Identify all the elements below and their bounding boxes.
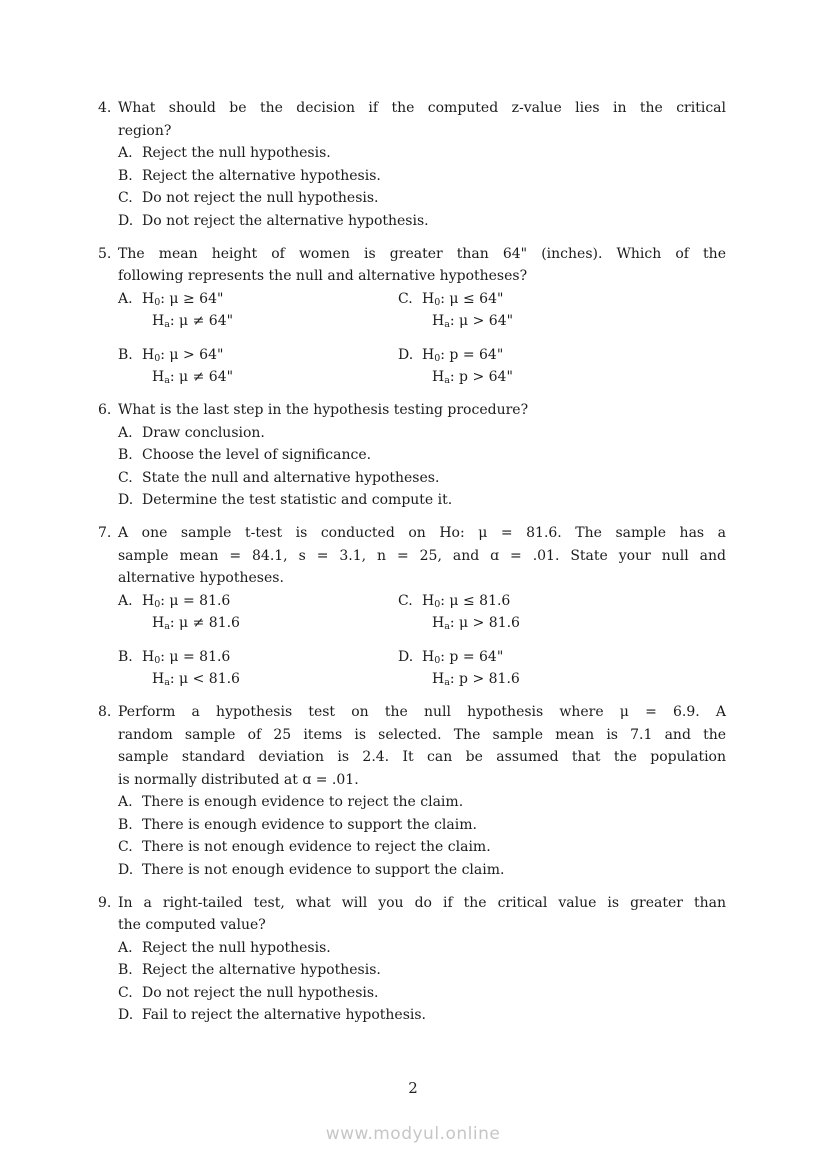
option-B	[118, 959, 726, 982]
option-A	[118, 791, 726, 814]
question-text-line: A one sample t-test is conducted on Ho: μ = 81.6. The sample has a	[118, 525, 726, 541]
options	[118, 288, 726, 389]
options	[118, 590, 726, 691]
option-letter: B.	[118, 447, 133, 463]
option-text: There is not enough evidence to reject the claim.	[142, 839, 491, 855]
option-text: Draw conclusion.	[142, 424, 265, 441]
option-letter: B.	[118, 962, 133, 978]
question-4	[98, 97, 726, 232]
question-6	[98, 399, 726, 512]
option-text: Fail to reject the alternative hypothesis.	[142, 1007, 426, 1023]
option-B	[118, 814, 726, 837]
option-B	[118, 646, 398, 691]
question-body	[118, 399, 726, 512]
question-number: 4.	[98, 100, 112, 116]
watermark-url: www.modyul.online	[325, 1124, 501, 1144]
option-C	[118, 187, 726, 210]
options	[118, 142, 726, 232]
option-text: Reject the alternative hypothesis.	[142, 962, 381, 978]
question-text-line: region?	[118, 122, 172, 139]
question-number: 5.	[98, 245, 112, 262]
question-text-line: random sample of 25 items is selected. The sample mean is 7.1 and the	[118, 726, 726, 743]
option-D	[118, 1004, 726, 1027]
question-text-line: Perform a hypothesis test on the null hypothesis where μ = 6.9. A	[118, 704, 726, 720]
options	[118, 937, 726, 1027]
hypothesis-line: $H_0$: μ = 81.6	[142, 648, 231, 666]
option-letter: A.	[118, 290, 133, 307]
hypothesis-line: $H_0$: μ ≤ 81.6	[422, 592, 511, 610]
option-text: Reject the alternative hypothesis.	[142, 167, 381, 184]
hypothesis-pair	[422, 288, 513, 333]
hypothesis-line: $H_a$: μ ≠ 81.6	[152, 615, 240, 632]
option-B	[118, 344, 398, 389]
question-body	[118, 892, 726, 1027]
options	[118, 422, 726, 512]
option-letter: D.	[398, 346, 414, 363]
hypothesis-line: $H_a$: μ > 64"	[432, 313, 514, 330]
question-text-line: is normally distributed at ɑ = .01.	[118, 771, 359, 788]
option-letter: C.	[118, 469, 133, 486]
option-text: Reject the null hypothesis.	[142, 939, 331, 956]
option-letter: C.	[118, 839, 133, 855]
option-letter: C.	[118, 984, 133, 1001]
question-text-line: the computed value?	[118, 917, 266, 933]
hypothesis-pair	[142, 344, 233, 389]
option-letter: C.	[118, 190, 133, 206]
question-body	[118, 701, 726, 881]
hypothesis-line: $H_0$: μ = 81.6	[142, 592, 231, 610]
option-C	[398, 590, 726, 635]
option-text: Reject the null hypothesis.	[142, 145, 331, 161]
option-letter: B.	[118, 346, 133, 363]
question-body	[118, 522, 726, 691]
option-D	[118, 859, 726, 882]
question-number: 8.	[98, 704, 112, 720]
question-text-line: What is the last step in the hypothesis testing procedure?	[118, 402, 529, 418]
option-letter: A.	[118, 145, 133, 161]
question-number: 7.	[98, 525, 112, 541]
option-letter: D.	[398, 648, 414, 665]
hypothesis-line: $H_0$: p = 64"	[422, 648, 504, 666]
question-text-line: In a right-tailed test, what will you do if the critical value is greater than	[118, 894, 726, 911]
option-D	[118, 210, 726, 233]
hypothesis-line: $H_a$: μ ≠ 64"	[152, 369, 234, 386]
question-5	[98, 243, 726, 389]
question-text-line: What should be the decision if the computed z-value lies in the critical	[118, 100, 726, 116]
option-letter: B.	[118, 167, 133, 184]
question-text-line: The mean height of women is greater than 64" (inches). Which of the	[118, 245, 726, 262]
hypothesis-line: $H_0$: p = 64"	[422, 346, 504, 364]
hypothesis-pair	[422, 646, 520, 691]
hypothesis-line: $H_a$: p > 81.6	[432, 671, 520, 688]
option-A	[118, 590, 398, 635]
option-letter: C.	[398, 290, 413, 307]
question-text-line: following represents the null and alternative hypotheses?	[118, 268, 528, 284]
option-text: There is enough evidence to support the claim.	[142, 816, 477, 833]
hypothesis-pair	[142, 590, 240, 635]
option-D	[398, 344, 726, 389]
hypothesis-line: $H_a$: μ > 81.6	[432, 615, 520, 632]
question-number: 9.	[98, 894, 112, 911]
option-letter: A.	[118, 939, 133, 956]
option-text: There is enough evidence to reject the claim.	[142, 794, 464, 810]
hypothesis-pair	[422, 344, 513, 389]
option-letter: C.	[398, 592, 413, 609]
question-8	[98, 701, 726, 881]
question-text-line: sample mean = 84.1, s = 3.1, n = 25, and ɑ = .01. State your null and	[118, 547, 726, 564]
hypothesis-line: $H_0$: μ ≥ 64"	[142, 290, 224, 308]
hypothesis-pair	[142, 646, 240, 691]
option-letter: B.	[118, 648, 133, 665]
option-letter: A.	[118, 794, 133, 810]
option-letter: D.	[118, 861, 134, 878]
question-body	[118, 97, 726, 232]
hypothesis-line: $H_a$: μ < 81.6	[152, 671, 240, 688]
option-letter: D.	[118, 492, 134, 508]
hypothesis-line: $H_a$: p > 64"	[432, 369, 513, 386]
option-A	[118, 288, 398, 333]
option-text: Do not reject the null hypothesis.	[142, 984, 379, 1001]
option-letter: D.	[118, 212, 134, 229]
hypothesis-line: $H_0$: μ ≤ 64"	[422, 290, 504, 308]
option-text: State the null and alternative hypotheses.	[142, 469, 440, 486]
option-C	[398, 288, 726, 333]
option-A	[118, 422, 726, 445]
option-text: Do not reject the alternative hypothesis.	[142, 212, 429, 229]
question-text-line: sample standard deviation is 2.4. It can be assumed that the population	[118, 749, 726, 765]
question-9	[98, 892, 726, 1027]
option-text: There is not enough evidence to support the claim.	[142, 861, 505, 878]
option-A	[118, 142, 726, 165]
option-B	[118, 165, 726, 188]
hypothesis-pair	[142, 288, 233, 333]
option-letter: A.	[118, 424, 133, 441]
option-text: Do not reject the null hypothesis.	[142, 190, 379, 206]
option-text: Determine the test statistic and compute it.	[142, 492, 453, 508]
question-7	[98, 522, 726, 691]
options	[118, 791, 726, 881]
option-D	[398, 646, 726, 691]
option-C	[118, 982, 726, 1005]
questions-list	[98, 97, 726, 1037]
question-body	[118, 243, 726, 389]
hypothesis-pair	[422, 590, 520, 635]
option-C	[118, 836, 726, 859]
hypothesis-line: $H_0$: μ > 64"	[142, 346, 224, 364]
option-letter: A.	[118, 592, 133, 609]
option-D	[118, 489, 726, 512]
question-text-line: alternative hypotheses.	[118, 570, 284, 586]
option-A	[118, 937, 726, 960]
option-C	[118, 467, 726, 490]
option-letter: B.	[118, 816, 133, 833]
option-letter: D.	[118, 1007, 134, 1023]
question-number: 6.	[98, 402, 112, 418]
option-B	[118, 444, 726, 467]
page-number: 2	[408, 1079, 418, 1097]
hypothesis-line: $H_a$: μ ≠ 64"	[152, 313, 234, 330]
option-text: Choose the level of significance.	[142, 447, 372, 463]
